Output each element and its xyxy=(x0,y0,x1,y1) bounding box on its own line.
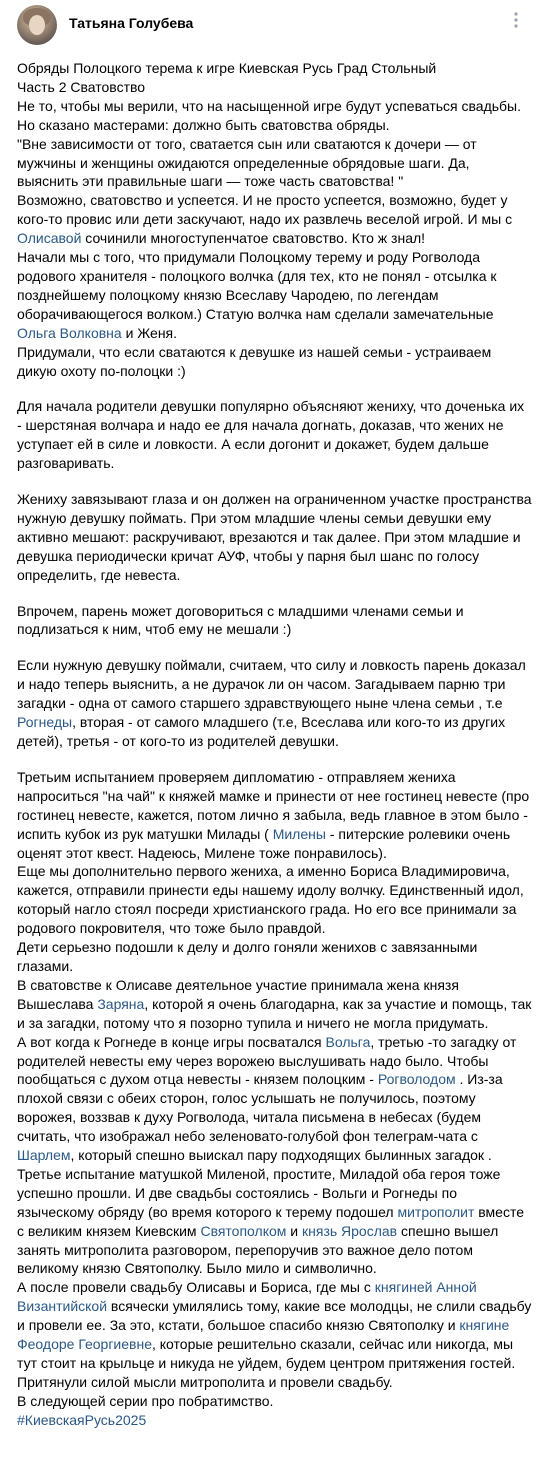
mention-link[interactable]: Рогволодом xyxy=(377,1071,456,1088)
post-subtitle: Часть 2 Сватовство xyxy=(17,78,146,95)
post-body xyxy=(17,59,532,1430)
post-paragraph: В следующей серии про побратимство. xyxy=(17,1392,274,1409)
mention-link[interactable]: княгиней Анной Византийской xyxy=(17,1279,477,1315)
post-paragraph: А после провели свадьбу Олисавы и Бориса, где мы с княгиней Анной Византийской всячески умилялись тому, какие все молодцы, не слили свадьбу и провели ее. За это, кстати, большое спасибо князю Святополку и княгине Феодоре Георгиевне, которые решительно сказали, сейчас или никогда, мы тут стоит на крыльце и никуда не уйдем, будем центром притяжения гостей. xyxy=(17,1279,532,1371)
mention-link[interactable]: Олисавой xyxy=(17,230,82,247)
hashtag-link[interactable]: #КиевскаяРусь2025 xyxy=(17,1411,147,1428)
post-paragraph: Для начала родители девушки популярно объясняют жениху, что доченька их - шерстяная волчара и надо ее для начала догнать, доказав, что жених не уступает ей в силе и ловкости. А если догонит и докажет, будем дальше разговаривать. xyxy=(17,398,525,472)
mention-link[interactable]: княгине Феодоре Георгиевне xyxy=(17,1317,510,1353)
avatar[interactable] xyxy=(17,5,57,45)
post-header xyxy=(0,0,544,52)
mention-link[interactable]: Шарлем xyxy=(17,1147,71,1164)
post-paragraph: Если нужную девушку поймали, считаем, что силу и ловкость парень доказал и надо теперь выяснить, а не дурачок ли он часом. Загадываем парню три загадки - одна от самого старшего здравствующего ныне члена семьи , т.е Рогнеды, вторая - от самого младшего (т.е, Всеслава или кого-то из других детей), третья - от кого-то из родителей девушки. xyxy=(17,657,526,749)
post-paragraph: Притянули силой мысли митрополита и провели свадьбу. xyxy=(17,1373,393,1390)
post-paragraph: В сватовстве к Олисаве деятельное участие принимала жена князя Вышеслава Заряна, которой я очень благодарна, как за участие и помощь, так и за загадки, потому что я позорно тупила и ничего не могла придумать. xyxy=(17,976,532,1031)
mention-link[interactable]: Вольга xyxy=(325,1033,371,1050)
post-paragraph: Третье испытание матушкой Миленой, простите, Миладой оба героя тоже успешно прошли. И две свадьбы состоялись - Вольги и Рогнеды по языческому обряду (во время которого к терему подошел митрополит вместе с великим князем Киевским Святополком и князь Ярослав спешно вышел занять митрополита разговором, перепоручив это важное дело потом великому князю Святополку. Было мило и символично. xyxy=(17,1165,524,1277)
post-title: Обряды Полоцкого терема к игре Киевская Русь Град Стольный xyxy=(17,60,437,76)
mention-link[interactable]: Милены xyxy=(272,825,326,842)
mention-link[interactable]: Святополком xyxy=(200,1222,287,1239)
hashtag-line xyxy=(17,1411,532,1430)
more-vertical-icon[interactable] xyxy=(508,10,524,30)
post-paragraph: Не то, чтобы мы верили, что на насыщенной игре будут успеваться свадьбы. xyxy=(17,97,521,114)
mention-link[interactable]: Заряна xyxy=(97,995,145,1012)
post-paragraph: А вот когда к Рогнеде в конце игры посватался Вольга, третью -то загадку от родителей невесты ему через ворожею выслушивать надо было. Чтобы пообщаться с духом отца невесты - князем полоцким - Рогволодом . Из-за плохой связи с обеих сторон, голос услышать не получилось, поэтому ворожея, воззвав к духу Рогволода, читала письмена в небесах (будем считать, что изображал небо зеленовато-голубой фон телеграм-чата с Шарлем, который спешно выискал пару подходящих былинных загадок . xyxy=(17,1033,517,1164)
mention-link[interactable]: Рогнеды xyxy=(17,714,73,731)
post-paragraph: Еще мы дополнительно первого жениха, а именно Бориса Владимировича, кажется, отправили принести еды нашему идолу волчку. Единственный идол, который нагло стоял посреди христианского града. Но его все принимали за родового покровителя, что тоже было правдой. xyxy=(17,863,524,937)
mention-link[interactable]: Ольга Волковна xyxy=(17,324,122,341)
post-paragraph: Возможно, сватовство и успеется. И не просто успеется, возможно, будет у кого-то провис или дети заскучают, надо их развлечь веселой игрой. И мы с Олисавой сочинили многоступенчатое сватовство. Кто ж знал! xyxy=(17,192,513,247)
post-paragraph: Жениху завязывают глаза и он должен на ограниченном участке пространства нужную девушку поймать. При этом младшие члены семьи девушки ему активно мешают: раскручивают, врезаются и так далее. При этом младшие и девушка периодически кричат АУФ, чтобы у парня был шанс по голосу определить, где невеста. xyxy=(17,491,532,583)
post-paragraph: Впрочем, парень может договориться с младшими членами семьи и подлизаться к ним, чтоб ему не мешали :) xyxy=(17,602,464,638)
post-paragraph: Третьим испытанием проверяем дипломатию - отправляем жениха напроситься "на чай" к княжей мамке и принести от нее гостинец невесте (про гостинец невесте, кажется, потом лично я забыла, ведь главное в этом было - испить кубок из рук матушки Милады ( Милены - питерские ролевики очень оценят этот квест. Надеюсь, Милене тоже понравилось). xyxy=(17,768,530,861)
post-paragraph: Начали мы с того, что придумали Полоцкому терему и роду Рогволода родового хранителя - полоцкого волчка (для тех, кто не понял - отсылка к позднейшему полоцкому князю Всеславу Чародею, по легендам оборачивающегося волком.) Статую волчка нам сделали замечательные Ольга Волковна и Женя. xyxy=(17,249,497,341)
mention-link[interactable]: князь Ярослав xyxy=(302,1222,398,1239)
post-paragraph: Придумали, что если сватаются к девушке из нашей семьи - устраиваем дикую охоту по-полоцки :) xyxy=(17,343,492,379)
avatar-face xyxy=(29,15,45,35)
post-paragraph: Но сказано мастерами: должно быть сватовства обряды. xyxy=(17,116,390,133)
post-quote: "Вне зависимости от того, сватается сын или сватаются к дочери — от мужчины и женщины ожидаются определенные обрядовые шаги. Да, выяснить эти правильные шаги — тоже часть сватовства! " xyxy=(17,135,477,190)
post-paragraph: Дети серьезно подошли к делу и долго гоняли женихов с завязанными глазами. xyxy=(17,939,478,974)
mention-link[interactable]: митрополит xyxy=(397,1203,475,1220)
author-name[interactable]: Татьяна Голубева xyxy=(69,15,194,31)
